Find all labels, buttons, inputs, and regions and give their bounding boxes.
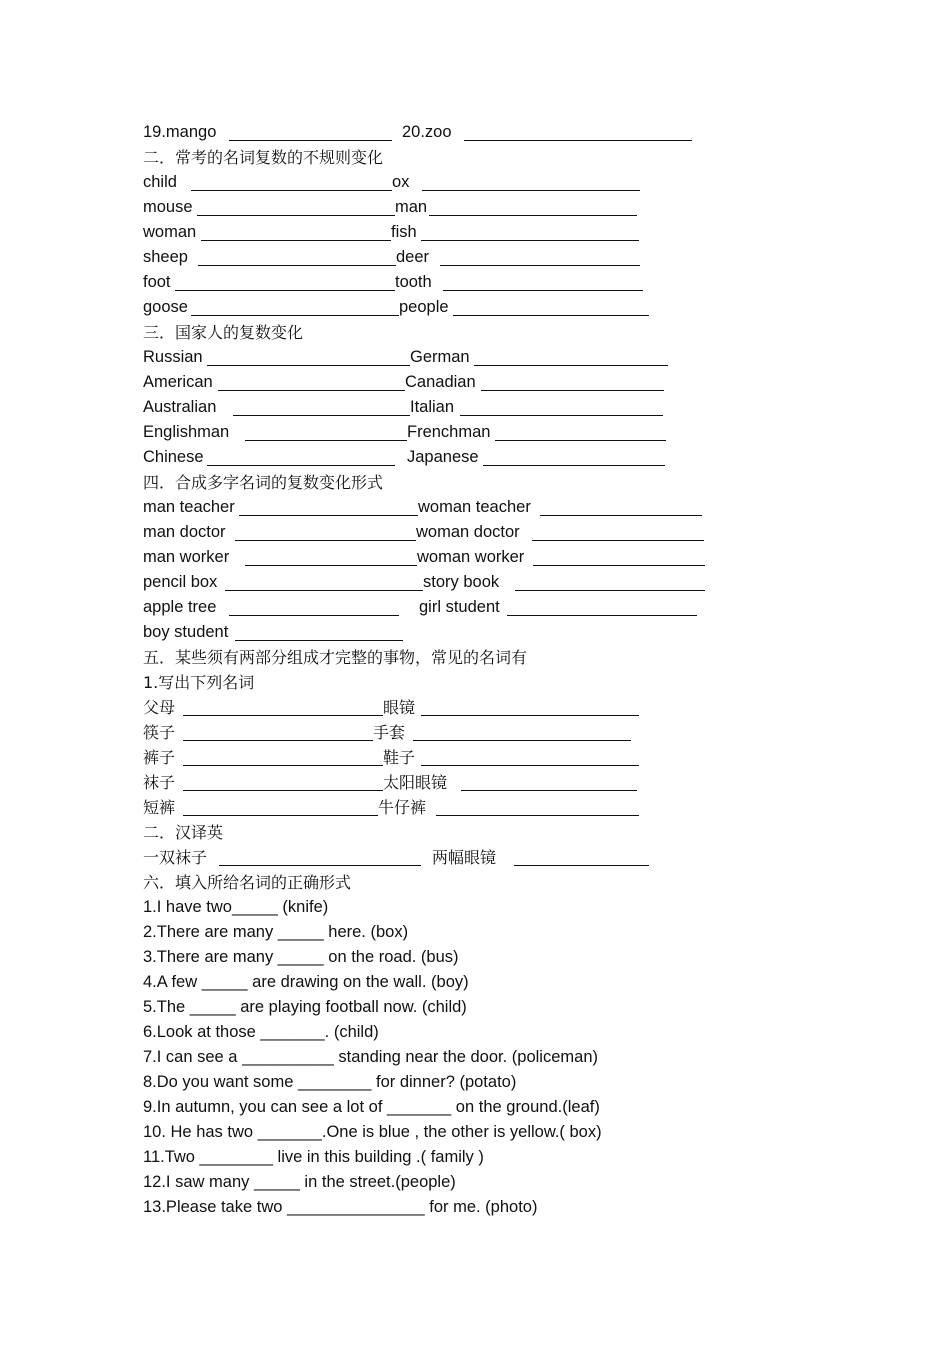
sentence: 4.A few _____ are drawing on the wall. (boy): [143, 973, 469, 991]
word: goose: [143, 298, 188, 316]
answer-blank[interactable]: [239, 498, 418, 516]
exercise-row: [143, 720, 763, 745]
exercise-row: [143, 245, 763, 270]
answer-blank[interactable]: [183, 748, 383, 766]
answer-blank[interactable]: [183, 723, 373, 741]
exercise-row: [143, 395, 763, 420]
word: American: [143, 373, 213, 391]
word: ox: [392, 173, 410, 191]
answer-blank[interactable]: [421, 223, 639, 241]
word: Chinese: [143, 448, 204, 466]
word: mouse: [143, 198, 193, 216]
exercise-row: [143, 195, 763, 220]
exercise-row: [143, 120, 763, 145]
exercise-row: [143, 370, 763, 395]
answer-blank[interactable]: [225, 573, 423, 591]
exercise-row: [143, 620, 763, 645]
exercise-row: [143, 345, 763, 370]
answer-blank[interactable]: [440, 248, 640, 266]
answer-blank[interactable]: [235, 523, 416, 541]
word: 父母: [143, 698, 176, 717]
exercise-row: [143, 445, 763, 470]
answer-blank[interactable]: [245, 423, 407, 441]
sentence: 7.I can see a __________ standing near the door. (policeman): [143, 1048, 598, 1066]
word: 牛仔裤: [378, 798, 427, 817]
section-heading: 六．填入所给名词的正确形式: [143, 873, 352, 892]
word: 太阳眼镜: [383, 773, 448, 792]
sentence: 8.Do you want some ________ for dinner? (potato): [143, 1073, 517, 1091]
answer-blank[interactable]: [207, 348, 410, 366]
word: 袜子: [143, 773, 176, 792]
word: German: [410, 348, 470, 366]
sub-heading: 1.写出下列名词: [143, 673, 255, 692]
exercise-row: [143, 770, 763, 795]
exercise-row: [143, 695, 763, 720]
exercise-row: [143, 295, 763, 320]
word: 20.zoo: [402, 123, 452, 141]
word: man: [395, 198, 428, 216]
exercise-row: [143, 495, 763, 520]
word: Englishman: [143, 423, 230, 441]
sentence: 12.I saw many _____ in the street.(people): [143, 1173, 456, 1191]
section-heading: 三．国家人的复数变化: [143, 323, 304, 342]
word: apple tree: [143, 598, 217, 616]
answer-blank[interactable]: [443, 273, 643, 291]
word: boy student: [143, 623, 229, 641]
answer-blank[interactable]: [191, 298, 399, 316]
sentence: 2.There are many _____ here. (box): [143, 923, 409, 941]
word: child: [143, 173, 177, 191]
word: Russian: [143, 348, 203, 366]
answer-blank[interactable]: [218, 373, 405, 391]
word: 短裤: [143, 798, 176, 817]
answer-blank[interactable]: [453, 298, 649, 316]
answer-blank[interactable]: [183, 798, 378, 816]
word: Australian: [143, 398, 217, 416]
answer-blank[interactable]: [191, 173, 392, 191]
word: 裤子: [143, 748, 176, 767]
exercise-row: [143, 220, 763, 245]
section-heading: 四．合成多字名词的复数变化形式: [143, 473, 384, 492]
answer-blank[interactable]: [197, 198, 395, 216]
answer-blank[interactable]: [507, 598, 697, 616]
sentence: 6.Look at those _______. (child): [143, 1023, 379, 1041]
sentence: 9.In autumn, you can see a lot of _______ on the ground.(leaf): [143, 1098, 600, 1116]
word: sheep: [143, 248, 188, 266]
answer-blank[interactable]: [514, 848, 649, 866]
answer-blank[interactable]: [175, 273, 395, 291]
word: 手套: [373, 723, 406, 742]
word: man teacher: [143, 498, 235, 516]
answer-blank[interactable]: [229, 123, 392, 141]
section-heading: 五．某些须有两部分组成才完整的事物，常见的名词有: [143, 648, 528, 667]
answer-blank[interactable]: [460, 398, 663, 416]
word: pencil box: [143, 573, 218, 591]
word: man worker: [143, 548, 230, 566]
exercise-row: [143, 570, 763, 595]
word: Japanese: [407, 448, 479, 466]
answer-blank[interactable]: [540, 498, 702, 516]
exercise-row: [143, 520, 763, 545]
exercise-row: [143, 420, 763, 445]
section-heading: 二．常考的名词复数的不规则变化: [143, 148, 384, 167]
sentence: 11.Two ________ live in this building .( family ): [143, 1148, 484, 1166]
answer-blank[interactable]: [421, 698, 639, 716]
exercise-row: [143, 745, 763, 770]
word: tooth: [395, 273, 432, 291]
sub-heading: 二．汉译英: [143, 823, 224, 842]
answer-blank[interactable]: [533, 548, 705, 566]
answer-blank[interactable]: [183, 773, 383, 791]
word: people: [399, 298, 449, 316]
answer-blank[interactable]: [183, 698, 383, 716]
word: 筷子: [143, 723, 176, 742]
exercise-row: [143, 845, 763, 870]
word: 两幅眼镜: [432, 848, 497, 867]
sentence: 13.Please take two _______________ for me. (photo): [143, 1198, 538, 1216]
word: man doctor: [143, 523, 226, 541]
answer-blank[interactable]: [413, 723, 631, 741]
word: girl student: [419, 598, 500, 616]
answer-blank[interactable]: [233, 398, 410, 416]
sentence: 3.There are many _____ on the road. (bus): [143, 948, 459, 966]
answer-blank[interactable]: [207, 448, 395, 466]
answer-blank[interactable]: [461, 773, 637, 791]
answer-blank[interactable]: [201, 223, 391, 241]
word: Italian: [410, 398, 455, 416]
sentence: 5.The _____ are playing football now. (child): [143, 998, 467, 1016]
exercise-row: [143, 795, 763, 820]
answer-blank[interactable]: [235, 623, 403, 641]
answer-blank[interactable]: [495, 423, 666, 441]
answer-blank[interactable]: [515, 573, 705, 591]
answer-blank[interactable]: [481, 373, 664, 391]
word: fish: [391, 223, 417, 241]
word: woman worker: [417, 548, 525, 566]
word: 19.mango: [143, 123, 217, 141]
word: woman doctor: [416, 523, 520, 541]
worksheet: [143, 120, 763, 1220]
answer-blank[interactable]: [219, 848, 421, 866]
answer-blank[interactable]: [245, 548, 417, 566]
exercise-row: [143, 270, 763, 295]
exercise-row: [143, 545, 763, 570]
answer-blank[interactable]: [474, 348, 668, 366]
answer-blank[interactable]: [198, 248, 396, 266]
exercise-row: [143, 595, 763, 620]
word: woman teacher: [418, 498, 531, 516]
word: Frenchman: [407, 423, 491, 441]
word: story book: [423, 573, 500, 591]
answer-blank[interactable]: [421, 748, 639, 766]
answer-blank[interactable]: [436, 798, 639, 816]
word: deer: [396, 248, 430, 266]
word: 眼镜: [383, 698, 416, 717]
sentence: 1.I have two_____ (knife): [143, 898, 329, 916]
answer-blank[interactable]: [422, 173, 640, 191]
answer-blank[interactable]: [229, 598, 399, 616]
answer-blank[interactable]: [429, 198, 637, 216]
answer-blank[interactable]: [532, 523, 704, 541]
sentence: 10. He has two _______.One is blue , the other is yellow.( box): [143, 1123, 602, 1141]
word: woman: [143, 223, 197, 241]
exercise-row: [143, 170, 763, 195]
word: Canadian: [405, 373, 476, 391]
word: foot: [143, 273, 171, 291]
answer-blank[interactable]: [464, 123, 692, 141]
word: 鞋子: [383, 748, 416, 767]
word: 一双袜子: [143, 848, 208, 867]
answer-blank[interactable]: [483, 448, 665, 466]
